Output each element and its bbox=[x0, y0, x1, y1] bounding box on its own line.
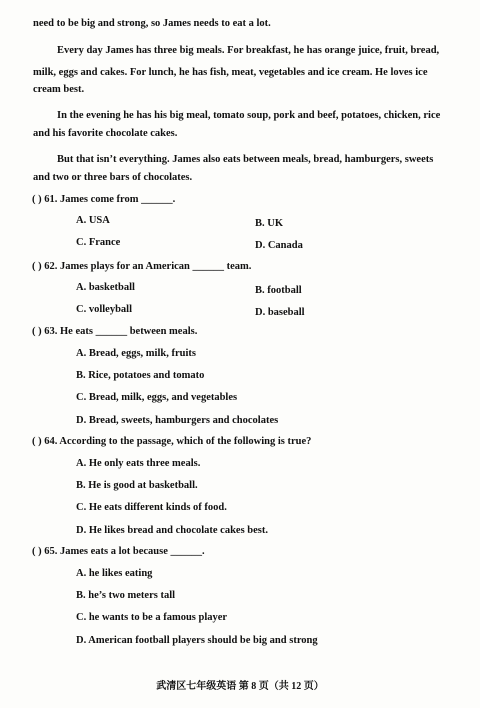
option-a: A. He only eats three meals. bbox=[76, 458, 201, 469]
passage-line: and two or three bars of chocolates. bbox=[33, 172, 193, 183]
passage-line: In the evening he has his big meal, tomato soup, pork and beef, potatoes, chicken, rice bbox=[57, 110, 441, 121]
option-d: D. Bread, sweets, hamburgers and chocolates bbox=[76, 415, 279, 426]
passage-line: Every day James has three big meals. For breakfast, he has orange juice, fruit, bread, bbox=[57, 45, 440, 56]
option-d: D. He likes bread and chocolate cakes best. bbox=[76, 525, 269, 536]
option-d: D. baseball bbox=[255, 307, 305, 318]
question-stem: ( ) 65. James eats a lot because ______. bbox=[32, 546, 205, 557]
option-b: B. He is good at basketball. bbox=[76, 480, 198, 491]
question-stem: ( ) 64. According to the passage, which of the following is true? bbox=[32, 436, 312, 447]
passage-line: milk, eggs and cakes. For lunch, he has fish, meat, vegetables and ice cream. He loves ice bbox=[33, 67, 428, 78]
passage-line: But that isn’t everything. James also eats between meals, bread, hamburgers, sweets bbox=[57, 154, 434, 165]
question-stem: ( ) 62. James plays for an American ______ team. bbox=[32, 261, 252, 272]
question-stem: ( ) 63. He eats ______ between meals. bbox=[32, 326, 198, 337]
option-b: B. UK bbox=[255, 218, 284, 229]
passage-line: and his favorite chocolate cakes. bbox=[33, 128, 178, 139]
option-d: D. Canada bbox=[255, 240, 303, 251]
option-c: C. he wants to be a famous player bbox=[76, 612, 228, 623]
option-a: A. USA bbox=[76, 215, 110, 226]
option-d: D. American football players should be big and strong bbox=[76, 635, 318, 646]
option-c: C. He eats different kinds of food. bbox=[76, 502, 227, 513]
option-c: C. Bread, milk, eggs, and vegetables bbox=[76, 392, 238, 403]
page-footer: 武清区七年级英语 第 8 页（共 12 页） bbox=[156, 681, 324, 692]
passage-line: need to be big and strong, so James needs to eat a lot. bbox=[33, 18, 271, 29]
option-a: A. Bread, eggs, milk, fruits bbox=[76, 348, 196, 359]
option-b: B. he’s two meters tall bbox=[76, 590, 176, 601]
question-stem: ( ) 61. James come from ______. bbox=[32, 194, 176, 205]
option-a: A. basketball bbox=[76, 282, 135, 293]
passage-line: cream best. bbox=[33, 84, 85, 95]
option-c: C. France bbox=[76, 237, 121, 248]
option-b: B. Rice, potatoes and tomato bbox=[76, 370, 205, 381]
option-b: B. football bbox=[255, 285, 302, 296]
option-c: C. volleyball bbox=[76, 304, 133, 315]
option-a: A. he likes eating bbox=[76, 568, 153, 579]
